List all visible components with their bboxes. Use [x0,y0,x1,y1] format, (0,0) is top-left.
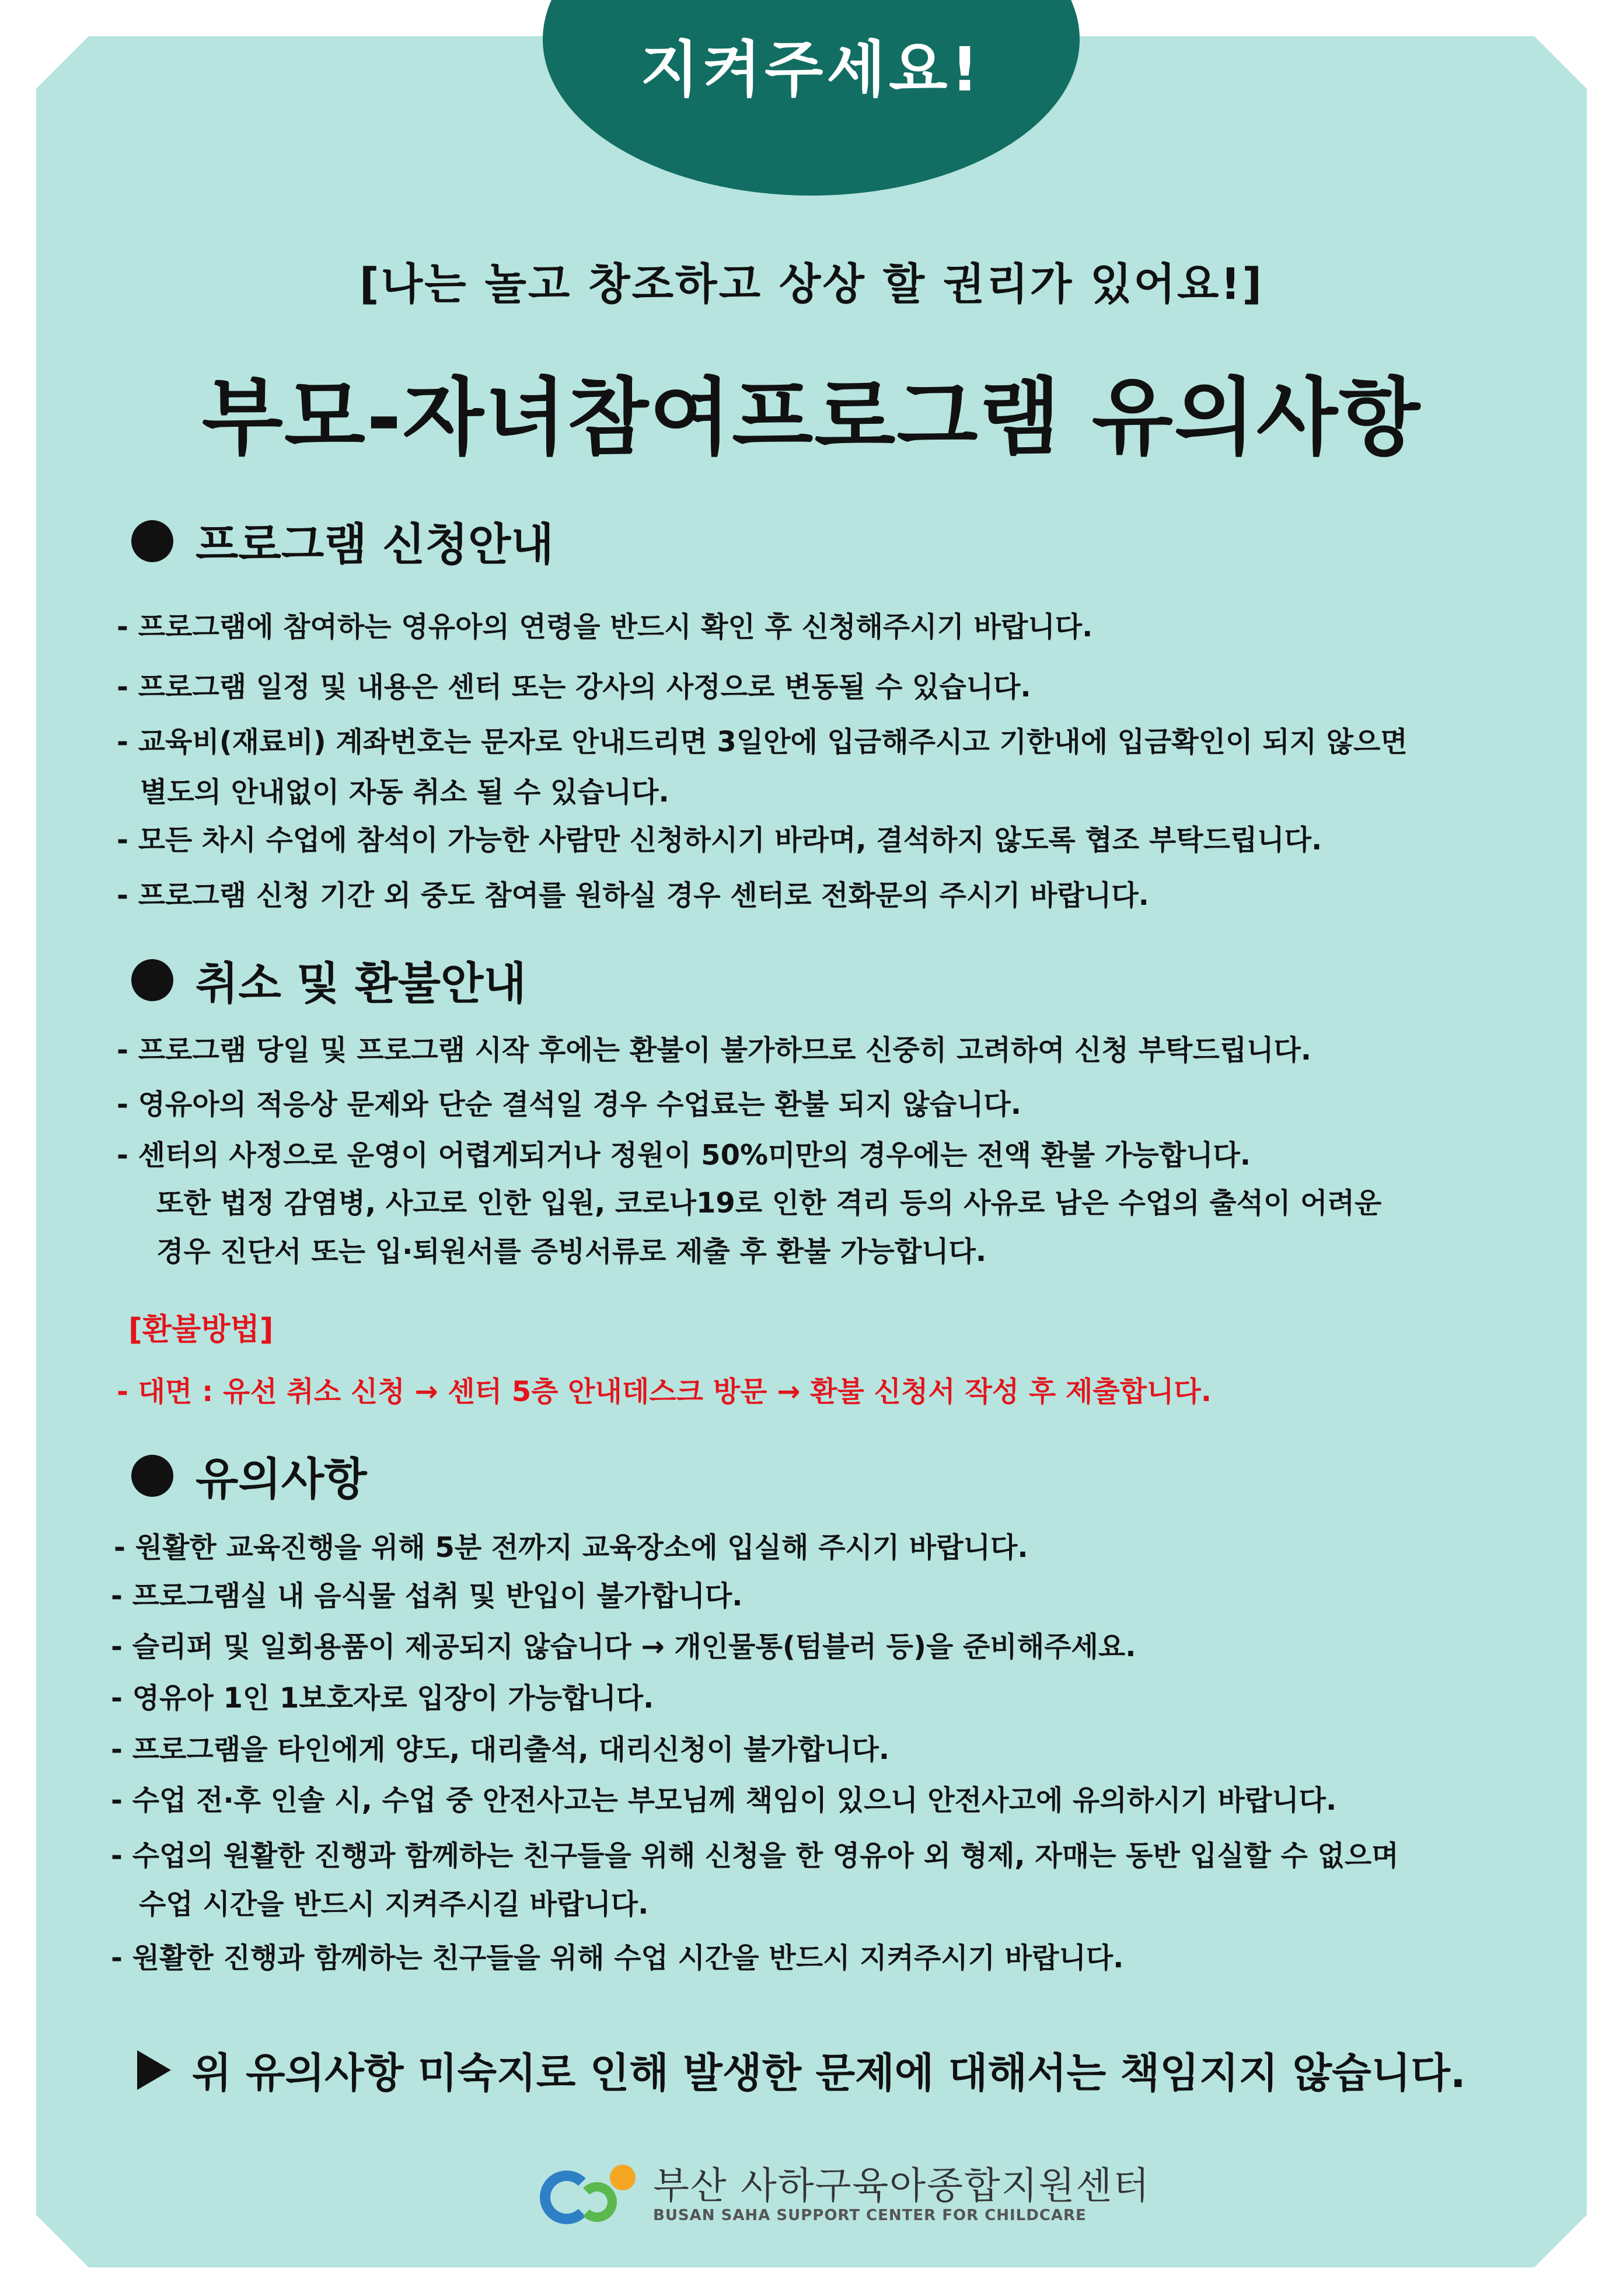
list-item: - 프로그램을 타인에게 양도, 대리출석, 대리신청이 불가합니다. [111,1733,890,1766]
bullet-icon [131,959,173,1001]
list-item: - 영유아의 적응상 문제와 단순 결석일 경우 수업료는 환불 되지 않습니다. [117,1088,1021,1121]
list-item: - 센터의 사정으로 운영이 어렵게되거나 정원이 50%미만의 경우에는 전액 환불 가능합니다. [117,1139,1251,1172]
list-item: 또한 법정 감염병, 사고로 인한 입원, 코로나19로 인한 격리 등의 사유로 남은 수업의 출석이 어려운 [156,1187,1382,1220]
section-heading-label: 취소 및 환불안내 [196,957,526,1009]
subtitle: [나는 놀고 창조하고 상상 할 권리가 있어요!] [359,259,1264,309]
center-logo-icon [540,2160,639,2230]
list-item: - 원활한 진행과 함께하는 친구들을 위해 수업 시간을 반드시 지켜주시기 바랍니다. [111,1942,1124,1974]
list-item: - 모든 차시 수업에 참석이 가능한 사람만 신청하시기 바라며, 결석하지 않도록 협조 부탁드립니다. [117,824,1322,856]
list-item: - 프로그램 신청 기간 외 중도 참여를 원하실 경우 센터로 전화문의 주시기 바랍니다. [117,879,1149,912]
org-name: 부산 사하구육아종합지원센터 [653,2164,1151,2208]
list-item: - 프로그램 일정 및 내용은 센터 또는 강사의 사정으로 변동될 수 있습니다. [117,671,1031,703]
section-heading-refund [131,948,526,1012]
disclaimer-notice [137,2040,1466,2099]
list-item: 별도의 안내없이 자동 취소 될 수 있습니다. [140,776,669,809]
section-heading-label: 프로그램 신청안내 [196,518,554,570]
org-name-en: BUSAN SAHA SUPPORT CENTER FOR CHILDCARE [653,2207,1087,2225]
list-item: - 원활한 교육진행을 위해 5분 전까지 교육장소에 입실해 주시기 바랍니다. [114,1531,1028,1564]
bullet-icon [131,1455,173,1497]
disclaimer-text: 위 유의사항 미숙지로 인해 발생한 문제에 대해서는 책임지지 않습니다. [192,2049,1466,2097]
refund-method-heading: [환불방법] [128,1312,274,1347]
footer-branding [540,2154,1150,2236]
list-item: - 수업의 원활한 진행과 함께하는 친구들을 위해 신청을 한 영유아 외 형제, 자매는 동반 입실할 수 없으며 [111,1839,1399,1872]
tab-title: 지켜주세요! [640,34,982,105]
refund-method-line: - 대면 : 유선 취소 신청 → 센터 5층 안내데스크 방문 → 환불 신청서 작성 후 제출합니다. [117,1375,1212,1408]
section-heading-label: 유의사항 [196,1453,367,1505]
page-title: 부모-자녀참여프로그램 유의사항 [201,368,1422,466]
list-item: - 프로그램에 참여하는 영유아의 연령을 반드시 확인 후 신청해주시기 바랍니다. [117,611,1093,643]
play-triangle-icon [137,2050,171,2090]
list-item: 경우 진단서 또는 입·퇴원서를 증빙서류로 제출 후 환불 가능합니다. [156,1235,987,1268]
list-item: - 영유아 1인 1보호자로 입장이 가능합니다. [111,1682,654,1715]
section-heading-cautions [131,1444,367,1507]
bullet-icon [131,520,173,562]
section-heading-application [131,509,554,573]
list-item: - 교육비(재료비) 계좌번호는 문자로 안내드리면 3일안에 입금해주시고 기한내에 입금확인이 되지 않으면 [117,726,1408,758]
list-item: - 수업 전·후 인솔 시, 수업 중 안전사고는 부모님께 책임이 있으니 안전사고에 유의하시기 바랍니다. [111,1784,1337,1817]
list-item: - 프로그램실 내 음식물 섭취 및 반입이 불가합니다. [111,1580,743,1612]
list-item: - 프로그램 당일 및 프로그램 시작 후에는 환불이 불가하므로 신중히 고려하여 신청 부탁드립니다. [117,1034,1312,1067]
list-item: - 슬리퍼 및 일회용품이 제공되지 않습니다 → 개인물통(텀블러 등)을 준비해주세요. [111,1630,1136,1663]
list-item: 수업 시간을 반드시 지켜주시길 바랍니다. [139,1888,649,1921]
